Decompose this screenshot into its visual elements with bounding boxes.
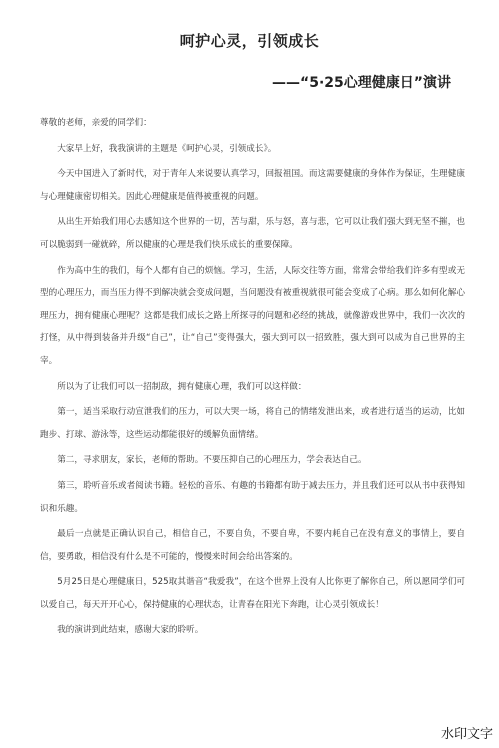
paragraph-closing: 我的演讲到此结束，感谢大家的聆听。	[57, 625, 204, 636]
paragraph-method-two: 第二，寻求朋友，家长，老师的帮助。不要压抑自己的心理压力，学会表达自己。	[57, 455, 367, 466]
watermark-text: 水印文字	[440, 727, 493, 742]
speech-subtitle: ——“5·25心理健康日”演讲	[272, 75, 451, 91]
paragraph-feelings: 从出生开始我们用心去感知这个世界的一切，苦与甜，乐与怒，喜与悲，它可以让我们强大到无坚不摧，也可以脆弱到一碰就碎，所以健康的心理是我们快乐成长的重要保障。	[40, 217, 465, 250]
greeting-line: 尊敬的老师，亲爱的同学们：	[40, 118, 152, 128]
paragraph-methods-intro: 所以为了让我们可以一招制敌，拥有健康心理，我们可以这样做：	[57, 381, 307, 392]
paragraph-self-awareness: 最后一点就是正确认识自己，相信自己，不要自负，不要自卑，不要内耗自己在没有意义的事情上，要自信，要勇敢，相信没有什么是不可能的，慢慢来时间会给出答案的。	[40, 529, 465, 562]
paragraph-opening: 大家早上好，我我演讲的主题是《呵护心灵，引领成长》。	[57, 143, 277, 154]
speech-title: 呵护心灵，引领成长	[179, 32, 320, 50]
speech-body	[40, 112, 465, 645]
paragraph-new-era: 今天中国进入了新时代，对于青年人来说要认真学习，回报祖国。而这需要健康的身体作为保证，生理健康与心理健康密切相关。因此心理健康是值得被重视的问题。	[40, 169, 465, 202]
paragraph-method-three: 第三，聆听音乐或者阅读书籍。轻松的音乐、有趣的书籍都有助于减去压力，并且我们还可以从书中获得知识和乐趣。	[40, 480, 465, 514]
paragraph-method-one: 第一，适当采取行动宣泄我们的压力，可以大哭一场，将自己的情绪发泄出来，或者进行适当的运动，比如跑步、打球、游泳等，这些运动都能很好的缓解负面情绪。	[40, 407, 465, 440]
paragraph-525: 5月25日是心理健康日，525取其谐音“我爱我”，在这个世界上没有人比你更了解你自己，所以愿同学们可以爱自己，每天开开心心，保持健康的心理状态，让青春在阳光下奔跑，让心灵引领成长！	[40, 577, 465, 610]
paragraph-pressure: 作为高中生的我们，每个人都有自己的烦恼。学习，生活，人际交往等方面，常常会带给我们许多有型或无型的心理压力，而当压力得不到解决就会变成问题，当问题没有被重视就很可能会变成了心病。那么如何化解心理压力，拥有健康心理呢？这都是我们成长之路上所探寻的问题和必经的挑战，就像游戏世界中，我们一次次的打怪，从中得到装备并升级“自己”，让“自己”变得强大，强大到可以一招致胜，强大到可以成为自己世界的主宰。	[40, 265, 465, 366]
